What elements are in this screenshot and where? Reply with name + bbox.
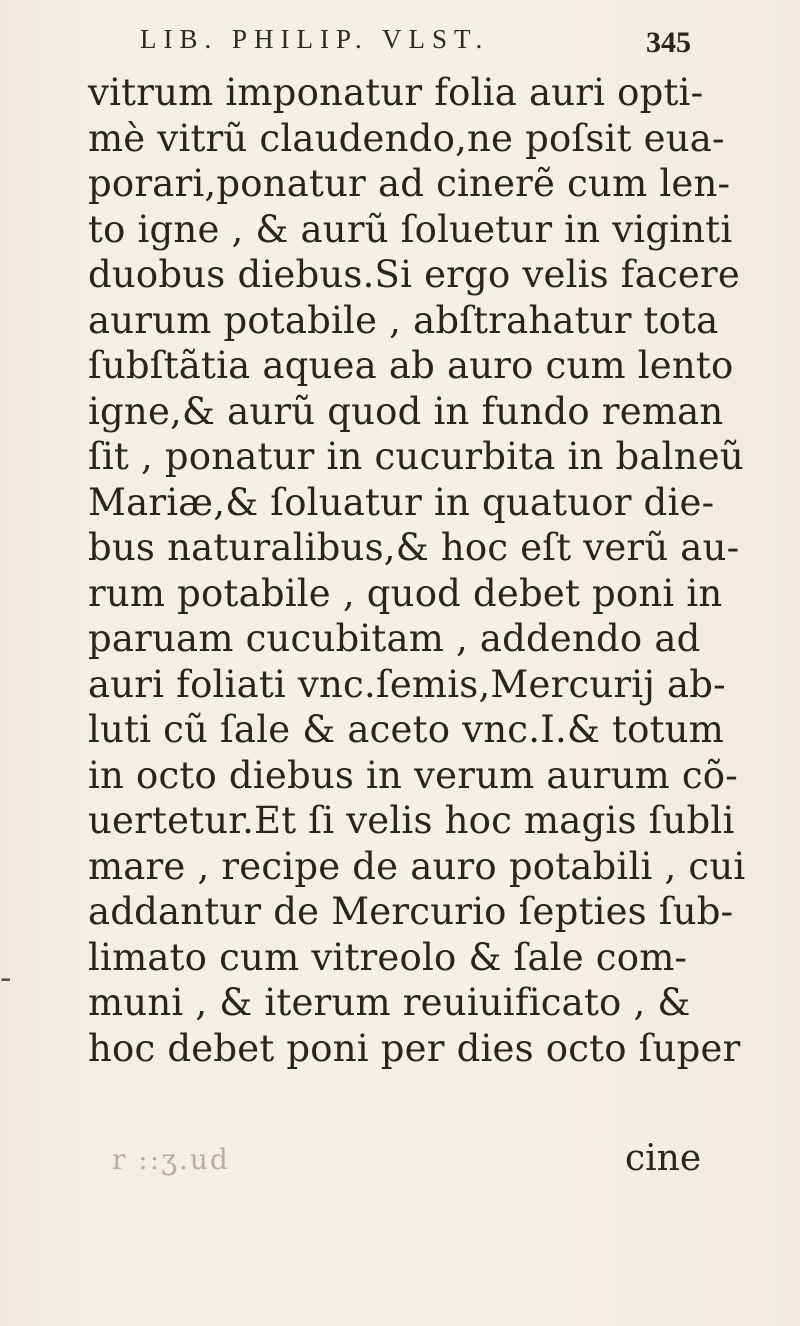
text-line: mare , recipe de auro potabili , cui: [88, 844, 746, 888]
text-line: hoc debet poni per dies octo ſuper: [88, 1026, 741, 1070]
running-head: LIB. PHILIP. VLST.: [140, 24, 490, 54]
text-line: muni , & iterum reuiuificato , &: [88, 981, 691, 1024]
page-number: 345: [646, 26, 691, 59]
text-line: igne,& aurũ quod in fundo reman: [88, 389, 724, 433]
text-line: Mariæ,& ſoluatur in quatuor die-: [88, 480, 715, 524]
text-line: auri foliati vnc.ſemis,Mercurij ab-: [88, 662, 726, 706]
body-text: [88, 70, 788, 1071]
text-line: limato cum vitreolo & ſale com-: [88, 935, 688, 979]
text-line: rum potabile , quod debet poni in: [88, 571, 723, 615]
text-line: bus naturalibus,& hoc eſt verũ au-: [88, 526, 740, 569]
text-line: vitrum imponatur folia auri opti-: [88, 71, 704, 114]
text-line: duobus diebus.Si ergo velis facere: [88, 253, 740, 296]
text-line: paruam cucubitam , addendo ad: [88, 617, 701, 660]
text-line: in octo diebus in verum aurum cõ-: [88, 753, 738, 797]
text-line: addantur de Mercurio ſepties ſub-: [88, 890, 734, 933]
text-line: to igne , & aurũ ſoluetur in viginti: [88, 207, 733, 251]
text-line: ſit , ponatur in cucurbita in balneũ: [88, 435, 744, 478]
bleed-through-text: r ::ʒ.ud: [112, 1143, 230, 1176]
text-line: porari,ponatur ad cinerẽ cum len-: [88, 162, 731, 205]
text-line: mè vitrũ claudendo,ne poſsit eua-: [88, 116, 725, 160]
text-line: aurum potabile , abſtrahatur tota: [88, 298, 719, 342]
text-line: uertetur.Et ſi velis hoc magis ſubli: [88, 799, 735, 842]
catchword: cine: [625, 1138, 702, 1179]
text-line: luti cũ ſale & aceto vnc.I.& totum: [88, 708, 724, 751]
margin-mark: -: [0, 958, 12, 998]
text-line: ſubſtãtia aquea ab auro cum lento: [88, 344, 734, 387]
